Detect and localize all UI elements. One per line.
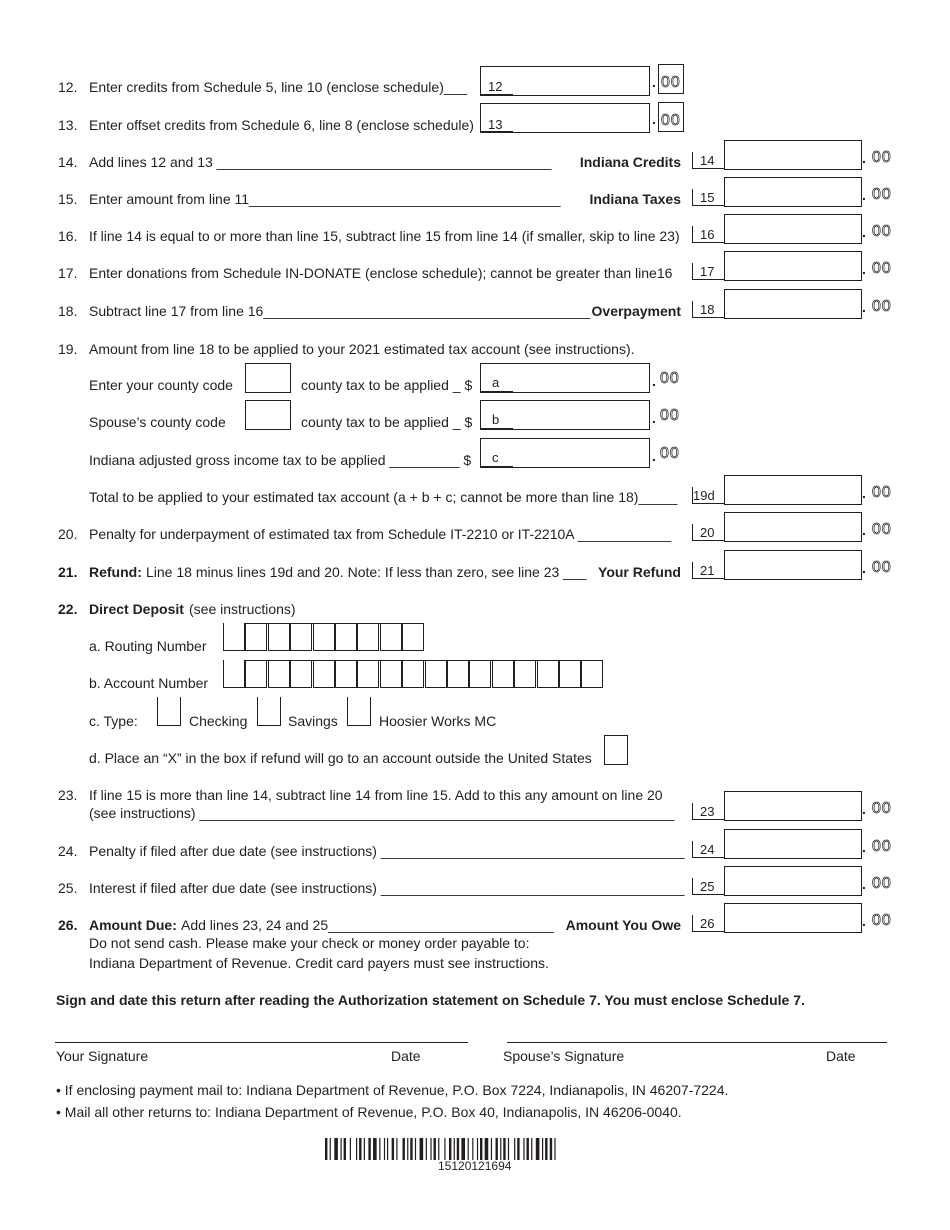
line-15-box-label: 15 (700, 190, 715, 205)
account-number-label: b. Account Number (89, 675, 209, 691)
line-17-box-label: 17 (700, 264, 715, 279)
line-18-label: Overpayment (591, 303, 681, 319)
routing-number-input[interactable] (223, 623, 425, 652)
line-19d-cents: 00 (872, 484, 892, 501)
barcode-number: 15120121694 (438, 1159, 512, 1173)
line-19c-amount-field[interactable]: c . 00 (480, 438, 683, 468)
mail-payment-instruction: • If enclosing payment mail to: Indiana Department of Revenue, P.O. Box 7224, Indianapolis, IN 46207-7224. (56, 1082, 729, 1098)
routing-digit-box[interactable] (335, 623, 357, 651)
line-19-number: 19. (58, 341, 78, 357)
spouse-county-code-box[interactable] (245, 400, 291, 430)
routing-digit-box[interactable] (223, 623, 245, 651)
routing-digit-box[interactable] (290, 623, 312, 651)
hoosier-works-label: Hoosier Works MC (379, 713, 497, 729)
account-digit-box[interactable] (380, 660, 402, 688)
line-26-note1: Do not send cash. Please make your check or money order payable to: (89, 935, 530, 951)
savings-label: Savings (288, 713, 338, 729)
line-12-number: 12. (58, 79, 78, 95)
line-19b-text2: county tax to be applied _ $ (301, 414, 473, 430)
line-22-number: 22. (58, 601, 78, 617)
line-14-text: Add lines 12 and 13 ___________________________________________ (89, 154, 552, 170)
line-13-number: 13. (58, 117, 78, 133)
barcode-image (325, 1138, 625, 1160)
line-12-text: Enter credits from Schedule 5, line 10 (enclose schedule)___ (89, 79, 468, 95)
savings-checkbox[interactable] (257, 697, 281, 726)
account-digit-box[interactable] (335, 660, 357, 688)
routing-digit-box[interactable] (268, 623, 290, 651)
your-signature-label: Your Signature (56, 1048, 149, 1064)
line-22-text: (see instructions) (189, 601, 296, 617)
line-18-amount-field[interactable]: 18 . 00 (692, 289, 895, 319)
line-21-amount-field[interactable]: 21 . 00 (692, 550, 895, 580)
account-digit-box[interactable] (447, 660, 469, 688)
account-digit-box[interactable] (514, 660, 536, 688)
your-signature-line[interactable] (55, 1042, 468, 1043)
line-19d-amount-field[interactable]: 19d . 00 (692, 475, 895, 505)
line-25-cents: 00 (872, 875, 892, 892)
spouse-signature-line[interactable] (507, 1042, 887, 1043)
line-12-cents: 00 (658, 64, 684, 94)
routing-digit-box[interactable] (357, 623, 379, 651)
line-21-text: Line 18 minus lines 19d and 20. Note: If less than zero, see line 23 ___ (146, 564, 587, 580)
line-17-text: Enter donations from Schedule IN-DONATE (enclose schedule); cannot be greater than line16 (89, 265, 673, 281)
outside-us-checkbox[interactable] (604, 735, 628, 765)
line-19c-text: Indiana adjusted gross income tax to be applied _________ $ (89, 452, 472, 468)
account-digit-box[interactable] (537, 660, 559, 688)
checking-label: Checking (189, 713, 248, 729)
account-digit-box[interactable] (223, 660, 245, 688)
line-26-text: Add lines 23, 24 and 25_____________________________ (181, 917, 554, 933)
line-19c-cents: 00 (660, 445, 680, 462)
account-digit-box[interactable] (581, 660, 603, 688)
line-19-text: Amount from line 18 to be applied to your 2021 estimated tax account (see instructions). (89, 341, 635, 357)
line-20-cents: 00 (872, 521, 892, 538)
line-14-label: Indiana Credits (579, 154, 681, 170)
line-20-box-label: 20 (700, 525, 715, 540)
account-digit-box[interactable] (290, 660, 312, 688)
line-18-cents: 00 (872, 298, 892, 315)
line-23-number: 23. (58, 787, 78, 803)
line-21-label: Your Refund (598, 564, 681, 580)
line-19b-amount-field[interactable]: b . 00 (480, 400, 683, 430)
line-24-cents: 00 (872, 838, 892, 855)
line-26-bold: Amount Due: (89, 917, 177, 933)
line-15-text: Enter amount from line 11________________________________________ (89, 191, 561, 207)
line-25-text: Interest if filed after due date (see instructions) _______________________________________ (89, 880, 685, 896)
line-26-amount-field[interactable]: 26 . 00 (692, 903, 895, 933)
line-14-box-label: 14 (700, 153, 715, 168)
line-20-number: 20. (58, 526, 78, 542)
line-21-box-label: 21 (700, 563, 715, 578)
line-26-box-label: 26 (700, 916, 715, 931)
account-digit-box[interactable] (559, 660, 581, 688)
line-16-box-label: 16 (700, 227, 715, 242)
line-17-number: 17. (58, 265, 78, 281)
mail-other-instruction: • Mail all other returns to: Indiana Department of Revenue, P.O. Box 40, Indianapolis, IN 46206-0040. (56, 1104, 682, 1120)
line-13-text: Enter offset credits from Schedule 6, line 8 (enclose schedule) (89, 117, 474, 133)
line-21-bold: Refund: (89, 564, 142, 580)
line-18-box-label: 18 (700, 302, 715, 317)
line-25-box-label: 25 (700, 879, 715, 894)
line-26-cents: 00 (872, 912, 892, 929)
line-26-note2: Indiana Department of Revenue. Credit card payers must see instructions. (89, 955, 549, 971)
line-12-box-label: 12 (488, 79, 503, 94)
line-24-box-label: 24 (700, 842, 715, 857)
line-21-cents: 00 (872, 559, 892, 576)
routing-digit-box[interactable] (313, 623, 335, 651)
line-19a-text2: county tax to be applied _ $ (301, 377, 473, 393)
sign-instruction: Sign and date this return after reading the Authorization statement on Schedule 7. You must enclose Schedule 7. (56, 992, 805, 1008)
line-23-box-label: 23 (700, 804, 715, 819)
line-25-number: 25. (58, 880, 78, 896)
line-24-text: Penalty if filed after due date (see instructions) _______________________________________ (89, 843, 685, 859)
line-15-label: Indiana Taxes (589, 191, 681, 207)
outside-us-label: d. Place an “X” in the box if refund will go to an account outside the United States (89, 750, 592, 766)
account-digit-box[interactable] (469, 660, 491, 688)
line-22-bold: Direct Deposit (89, 601, 184, 617)
line-23-text1: If line 15 is more than line 14, subtract line 14 from line 15. Add to this any amount on line 20 (89, 787, 663, 803)
line-18-number: 18. (58, 303, 78, 319)
line-24-amount-field[interactable]: 24 . 00 (692, 829, 895, 859)
line-19a-amount-field[interactable]: a . 00 (480, 363, 683, 393)
line-15-amount-field[interactable]: 15 . 00 (692, 177, 895, 207)
account-digit-box[interactable] (313, 660, 335, 688)
line-16-text: If line 14 is equal to or more than line 15, subtract line 15 from line 14 (if smaller, skip to line 23) (89, 228, 680, 244)
line-19a-cents: 00 (660, 370, 680, 387)
account-digit-box[interactable] (402, 660, 424, 688)
line-19d-text: Total to be applied to your estimated tax account (a + b + c; cannot be more than line 18)_____ (89, 489, 678, 505)
account-digit-box[interactable] (268, 660, 290, 688)
line-16-number: 16. (58, 228, 78, 244)
line-26-label: Amount You Owe (565, 917, 681, 933)
account-number-input[interactable] (223, 660, 605, 689)
account-digit-box[interactable] (245, 660, 267, 688)
line-13-box-label: 13 (488, 117, 503, 132)
line-19b-text1: Spouse’s county code (89, 414, 226, 430)
line-18-text: Subtract line 17 from line 16__________________________________________ (89, 303, 591, 319)
checking-checkbox[interactable] (157, 697, 181, 726)
routing-digit-box[interactable] (380, 623, 402, 651)
line-15-cents: 00 (872, 186, 892, 203)
line-24-number: 24. (58, 843, 78, 859)
line-20-text: Penalty for underpayment of estimated tax from Schedule IT-2210 or IT-2210A ____________ (89, 526, 672, 542)
line-19c-box-label: c (492, 450, 499, 465)
line-17-amount-field[interactable]: 17 . 00 (692, 251, 895, 281)
line-20-amount-field[interactable]: 20 . 00 (692, 512, 895, 542)
line-23-amount-field[interactable]: 23 . 00 (692, 791, 895, 821)
line-19b-cents: 00 (660, 407, 680, 424)
line-15-number: 15. (58, 191, 78, 207)
line-19a-text1: Enter your county code (89, 377, 233, 393)
line-14-number: 14. (58, 154, 78, 170)
account-type-label: c. Type: (89, 713, 138, 729)
line-16-amount-field[interactable]: 16 . 00 (692, 214, 895, 244)
line-17-cents: 00 (872, 260, 892, 277)
line-25-amount-field[interactable]: 25 . 00 (692, 866, 895, 896)
routing-digit-box[interactable] (245, 623, 267, 651)
line-23-text2: (see instructions) _____________________________________________________________ (89, 805, 675, 821)
date-label-2: Date (826, 1048, 856, 1064)
line-14-cents: 00 (872, 149, 892, 166)
hoosier-works-checkbox[interactable] (347, 697, 371, 726)
line-23-cents: 00 (872, 800, 892, 817)
routing-number-label: a. Routing Number (89, 638, 207, 654)
line-19d-box-label: 19d (693, 488, 715, 503)
line-26-number: 26. (58, 917, 78, 933)
line-21-number: 21. (58, 564, 78, 580)
account-digit-box[interactable] (357, 660, 379, 688)
spouse-signature-label: Spouse’s Signature (503, 1048, 625, 1064)
routing-digit-box[interactable] (402, 623, 424, 651)
line-13-cents: 00 (658, 102, 684, 132)
line-16-cents: 00 (872, 223, 892, 240)
account-digit-box[interactable] (492, 660, 514, 688)
date-label-1: Date (391, 1048, 421, 1064)
county-code-box[interactable] (245, 363, 291, 393)
line-14-amount-field[interactable]: 14 . 00 (692, 140, 895, 170)
account-digit-box[interactable] (425, 660, 447, 688)
line-19b-box-label: b (492, 412, 500, 427)
line-19a-box-label: a (492, 375, 500, 390)
